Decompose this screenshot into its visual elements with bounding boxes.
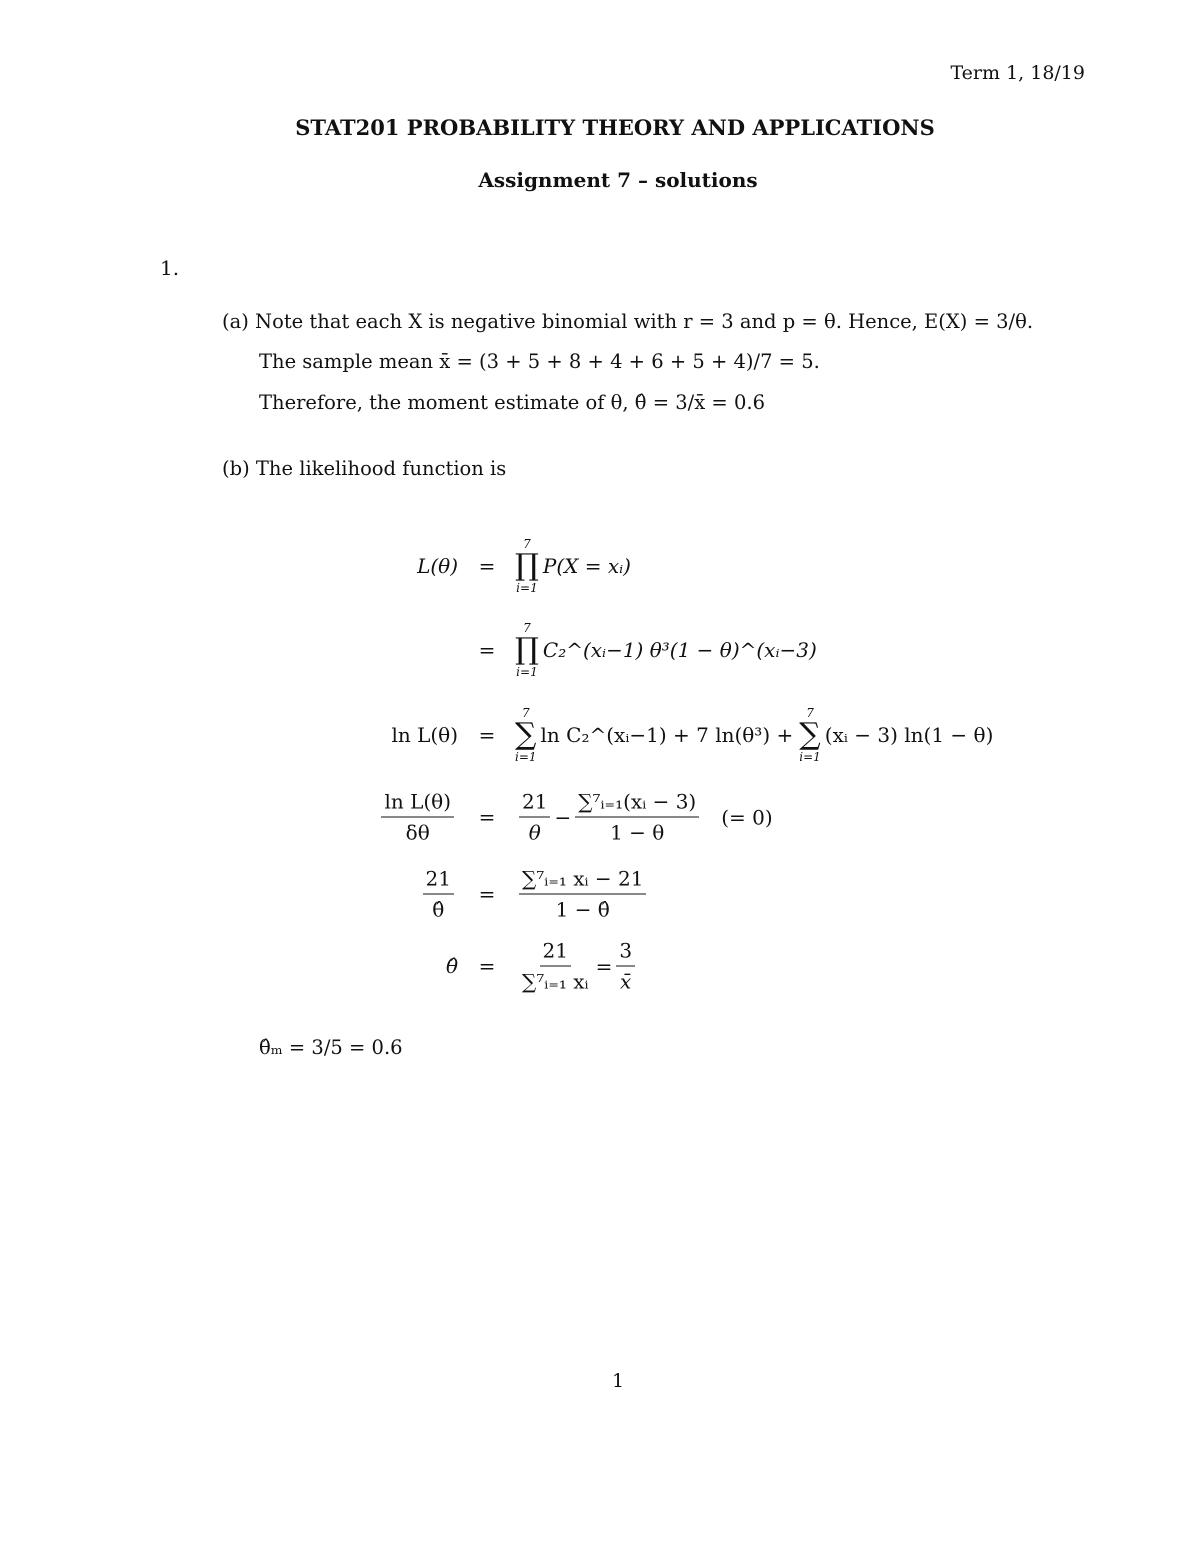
- eq2-equals: =: [478, 638, 496, 662]
- eq6-frac1-numerator: 21: [540, 938, 571, 967]
- eq4-lhs: [377, 789, 458, 846]
- eq4-minus: −: [554, 805, 572, 829]
- part-b-intro: [222, 457, 506, 480]
- eq6-rhs: [515, 938, 639, 995]
- eq1-rhs: [515, 537, 631, 595]
- eq4-rhs: [515, 789, 773, 846]
- course-title: STAT201 PROBABILITY THEORY AND APPLICATIONS: [295, 115, 935, 140]
- eq4-lhs-denominator: δθ: [405, 820, 430, 845]
- eq3-rhs: [515, 706, 993, 764]
- eq5-rhs: [515, 866, 650, 923]
- eq1-lhs: L(θ): [417, 554, 458, 578]
- final-result: θ̂ₘ = 3/5 = 0.6: [259, 1036, 403, 1059]
- eq3-body-1: ln C₂^(xᵢ−1) + 7 ln(θ³) +: [540, 723, 794, 747]
- eq5-frac-denominator: 1 − θ̂: [555, 897, 610, 922]
- eq4-frac1-numerator: 21: [519, 789, 550, 818]
- eq3-lhs: ln L(θ): [391, 723, 458, 747]
- eq4-equals: =: [478, 805, 496, 829]
- eq5-frac-numerator: ∑⁷ᵢ₌₁ xᵢ − 21: [519, 866, 646, 895]
- eq1-equals: =: [478, 554, 496, 578]
- part-a-line2: The sample mean x̄ = (3 + 5 + 8 + 4 + 6 + 5 + 4)/7 = 5.: [259, 350, 820, 373]
- eq5-lhs-denominator: θ̂: [432, 897, 445, 922]
- eq2-product-operator: 7 ∏ i=1: [515, 621, 539, 679]
- eq6-frac2-numerator: 3: [616, 938, 635, 967]
- equation-3: [0, 706, 1200, 764]
- eq6-equals: =: [478, 954, 496, 978]
- eq3-sum-operator-1: 7 ∑ i=1: [515, 706, 537, 764]
- eq3-equals: =: [478, 723, 496, 747]
- eq4-tail: (= 0): [721, 805, 773, 829]
- eq6-mid-equals: =: [595, 954, 613, 978]
- term-label: Term 1, 18/19: [950, 62, 1085, 84]
- question-number: 1.: [160, 256, 180, 280]
- eq5-equals: =: [478, 882, 496, 906]
- eq4-lhs-numerator: ln L(θ): [381, 789, 454, 818]
- eq6-frac1-denominator: ∑⁷ᵢ₌₁ xᵢ: [522, 969, 589, 994]
- eq1-body: P(X = xᵢ): [542, 554, 631, 578]
- part-b-label: (b): [222, 457, 250, 480]
- eq6-lhs: θ̂: [445, 954, 458, 978]
- page-number: 1: [611, 1370, 625, 1392]
- part-b-intro-text: The likelihood function is: [255, 457, 507, 480]
- eq4-frac1-denominator: θ: [528, 820, 541, 845]
- part-a-text1: Note that each X is negative binomial with r = 3 and p = θ. Hence, E(X) = 3/θ.: [255, 310, 1034, 333]
- eq5-lhs-numerator: 21: [423, 866, 454, 895]
- eq3-body-2: (xᵢ − 3) ln(1 − θ): [824, 723, 994, 747]
- eq4-frac2-denominator: 1 − θ: [610, 820, 665, 845]
- part-a-line1: [222, 310, 1033, 333]
- eq3-sum-operator-2: 7 ∑ i=1: [799, 706, 821, 764]
- eq1-product-operator: 7 ∏ i=1: [515, 537, 539, 595]
- eq6-frac2-denominator: x̄: [620, 969, 632, 994]
- equation-6: [0, 938, 1200, 994]
- eq2-rhs: [515, 621, 817, 679]
- equation-2: [0, 621, 1200, 679]
- eq5-lhs: [419, 866, 458, 923]
- part-a-line3: Therefore, the moment estimate of θ, θ̂ = 3/x̄ = 0.6: [259, 391, 765, 414]
- equation-1: [0, 537, 1200, 595]
- assignment-subtitle: Assignment 7 – solutions: [478, 168, 758, 192]
- eq2-body: C₂^(xᵢ−1) θ³(1 − θ)^(xᵢ−3): [542, 638, 817, 662]
- eq4-frac2-numerator: ∑⁷ᵢ₌₁(xᵢ − 3): [575, 789, 699, 818]
- part-a-label: (a): [222, 310, 249, 333]
